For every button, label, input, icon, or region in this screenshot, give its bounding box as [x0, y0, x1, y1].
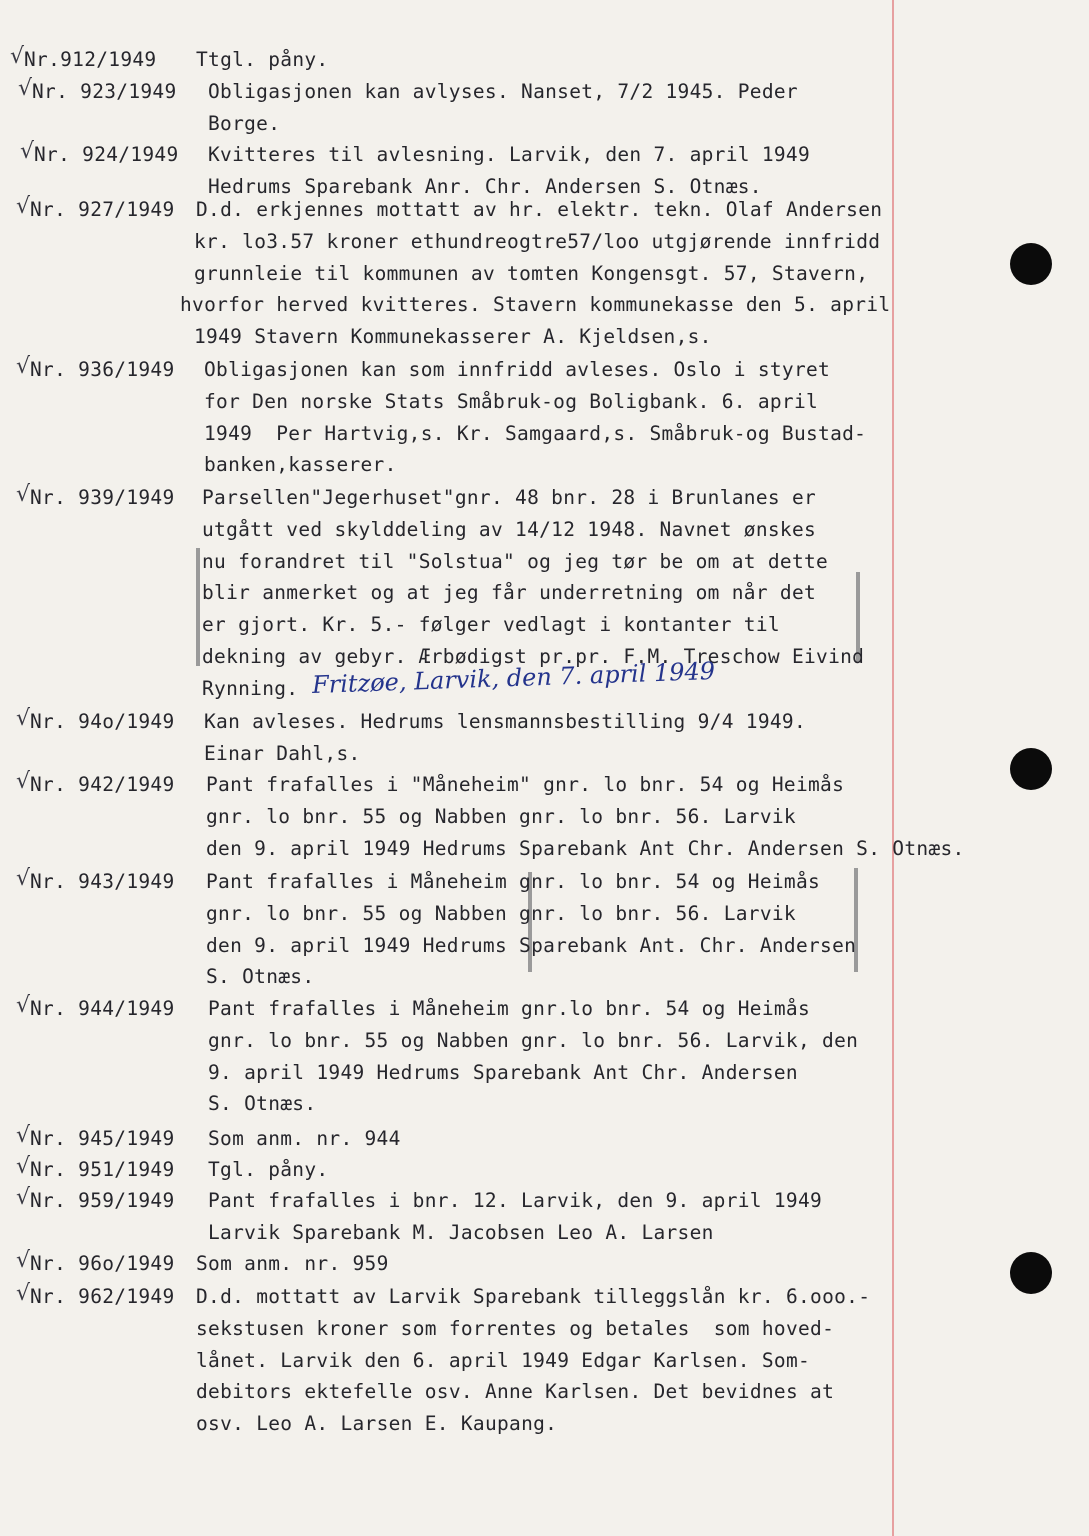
- entry-text-line: S. Otnæs.: [208, 1092, 317, 1116]
- entry-text-line: Ttgl. påny.: [196, 48, 329, 71]
- entry-number: Nr. 943/1949: [30, 870, 175, 893]
- entry-number: Nr. 942/1949: [30, 773, 175, 796]
- entry-text-line: gnr. lo bnr. 55 og Nabben gnr. lo bnr. 56. Larvik: [206, 804, 796, 828]
- entry-text-line: Larvik Sparebank M. Jacobsen Leo A. Larsen: [208, 1220, 714, 1244]
- entry-text-line: D.d. erkjennes mottatt av hr. elektr. tekn. Olaf Andersen: [196, 198, 883, 221]
- entry-text-line: Som anm. nr. 944: [208, 1127, 401, 1150]
- entry-text-line: nu forandret til "Solstua" og jeg tør be om at dette: [202, 549, 829, 573]
- entry-text-line: Pant frafalles i "Måneheim" gnr. lo bnr. 54 og Heimås: [206, 773, 845, 796]
- entry-text-line: Kan avleses. Hedrums lensmannsbestilling 9/4 1949.: [204, 710, 806, 733]
- entry-number: Nr. 959/1949: [30, 1189, 175, 1212]
- entry-text-line: Pant frafalles i bnr. 12. Larvik, den 9. april 1949: [208, 1189, 823, 1212]
- entry-number: Nr. 927/1949: [30, 198, 175, 221]
- check-mark-icon: √: [16, 354, 31, 379]
- entry-text-line: 9. april 1949 Hedrums Sparebank Ant Chr. Andersen: [208, 1060, 798, 1084]
- check-mark-icon: √: [16, 866, 31, 891]
- check-mark-icon: √: [16, 1248, 31, 1273]
- entry-text-line: for Den norske Stats Småbruk-og Boligbank. 6. april: [204, 389, 819, 413]
- check-mark-icon: √: [16, 706, 31, 731]
- entry-text-line: den 9. april 1949 Hedrums Sparebank Ant. Chr. Andersen: [206, 933, 857, 957]
- entry-text-line: Som anm. nr. 959: [196, 1252, 389, 1275]
- entry-text-line: Kvitteres til avlesning. Larvik, den 7. april 1949: [208, 143, 810, 166]
- entry-text-line: dekning av gebyr. Ærbødigst pr.pr. F.M. Treschow Eivind: [202, 645, 865, 668]
- entry-text-line: gnr. lo bnr. 55 og Nabben gnr. lo bnr. 56. Larvik, den: [208, 1028, 859, 1052]
- entry-text-line: den 9. april 1949 Hedrums Sparebank Ant Chr. Andersen S. Otnæs.: [206, 836, 965, 860]
- entry-text-line: Obligasjonen kan avlyses. Nanset, 7/2 1945. Peder: [208, 80, 798, 103]
- entry-text-line: Parsellen"Jegerhuset"gnr. 48 bnr. 28 i Brunlanes er: [202, 486, 817, 509]
- punch-hole-middle: [1010, 748, 1052, 790]
- entry-text-line: Pant frafalles i Måneheim gnr.lo bnr. 54 og Heimås: [208, 997, 810, 1020]
- entry-text-line: utgått ved skylddeling av 14/12 1948. Navnet ønskes: [202, 517, 817, 541]
- margin-rule: [892, 0, 894, 1536]
- entry-text-line: gnr. lo bnr. 55 og Nabben gnr. lo bnr. 56. Larvik: [206, 901, 796, 925]
- check-mark-icon: √: [20, 139, 35, 164]
- handwritten-note: Fritzøe, Larvik, den 7. april 1949: [311, 656, 716, 700]
- entry-number: Nr.912/1949: [24, 48, 157, 71]
- entry-number: Nr. 94o/1949: [30, 710, 175, 733]
- entry-number: Nr. 945/1949: [30, 1127, 175, 1150]
- check-mark-icon: √: [16, 194, 31, 219]
- entry-text-line: banken,kasserer.: [204, 453, 397, 477]
- check-mark-icon: √: [16, 769, 31, 794]
- entry-text-line: Einar Dahl,s.: [204, 741, 361, 765]
- entry-text-line: sekstusen kroner som forrentes og betales som hoved-: [196, 1316, 835, 1340]
- entry-number: Nr. 944/1949: [30, 997, 175, 1020]
- entry-text-line: debitors ektefelle osv. Anne Karlsen. Det bevidnes at: [196, 1380, 835, 1404]
- entry-number: Nr. 939/1949: [30, 486, 175, 509]
- entry-text-line: grunnleie til kommunen av tomten Kongensgt. 57, Stavern,: [194, 261, 869, 285]
- entry-text-line: 1949 Per Hartvig,s. Kr. Samgaard,s. Småbruk-og Bustad-: [204, 421, 867, 445]
- entry-text-line: osv. Leo A. Larsen E. Kaupang.: [196, 1412, 558, 1436]
- entry-text-line: lånet. Larvik den 6. april 1949 Edgar Karlsen. Som-: [196, 1348, 811, 1372]
- entry-text-line: blir anmerket og at jeg får underretning om når det: [202, 581, 817, 605]
- entry-text-line: Borge.: [208, 111, 281, 135]
- punch-hole-bottom: [1010, 1252, 1052, 1294]
- entry-text-line: 1949 Stavern Kommunekasserer A. Kjeldsen,s.: [194, 325, 712, 349]
- check-mark-icon: √: [16, 1185, 31, 1210]
- check-mark-icon: √: [16, 993, 31, 1018]
- entry-number: Nr. 924/1949: [34, 143, 179, 166]
- entry-text-line: S. Otnæs.: [206, 965, 315, 989]
- entry-text-line: Hedrums Sparebank Anr. Chr. Andersen S. Otnæs.: [208, 174, 762, 198]
- check-mark-icon: √: [18, 76, 33, 101]
- entry-number: Nr. 951/1949: [30, 1158, 175, 1181]
- check-mark-icon: √: [10, 44, 25, 69]
- punch-hole-top: [1010, 243, 1052, 285]
- entry-text-line: Tgl. påny.: [208, 1158, 329, 1181]
- entry-number: Nr. 936/1949: [30, 358, 175, 381]
- entry-number: Nr. 96o/1949: [30, 1252, 175, 1275]
- entry-text-line: er gjort. Kr. 5.- følger vedlagt i kontanter til: [202, 613, 780, 637]
- entry-text-line: kr. lo3.57 kroner ethundreogtre57/loo utgjørende innfridd: [194, 229, 881, 253]
- entry-number: Nr. 923/1949: [32, 80, 177, 103]
- entry-number: Nr. 962/1949: [30, 1285, 175, 1308]
- entry-text-line: D.d. mottatt av Larvik Sparebank tilleggslån kr. 6.ooo.-: [196, 1285, 871, 1308]
- entry-text-line: hvorfor herved kvitteres. Stavern kommunekasse den 5. april: [180, 293, 891, 317]
- check-mark-icon: √: [16, 1123, 31, 1148]
- entry-text-line: Rynning.: [202, 676, 299, 700]
- entry-text-line: Pant frafalles i Måneheim gnr. lo bnr. 54 og Heimås: [206, 870, 821, 893]
- check-mark-icon: √: [16, 1154, 31, 1179]
- entry-text-line: Obligasjonen kan som innfridd avleses. Oslo i styret: [204, 358, 831, 381]
- check-mark-icon: √: [16, 1281, 31, 1306]
- check-mark-icon: √: [16, 482, 31, 507]
- stamp-bracket: [196, 548, 200, 666]
